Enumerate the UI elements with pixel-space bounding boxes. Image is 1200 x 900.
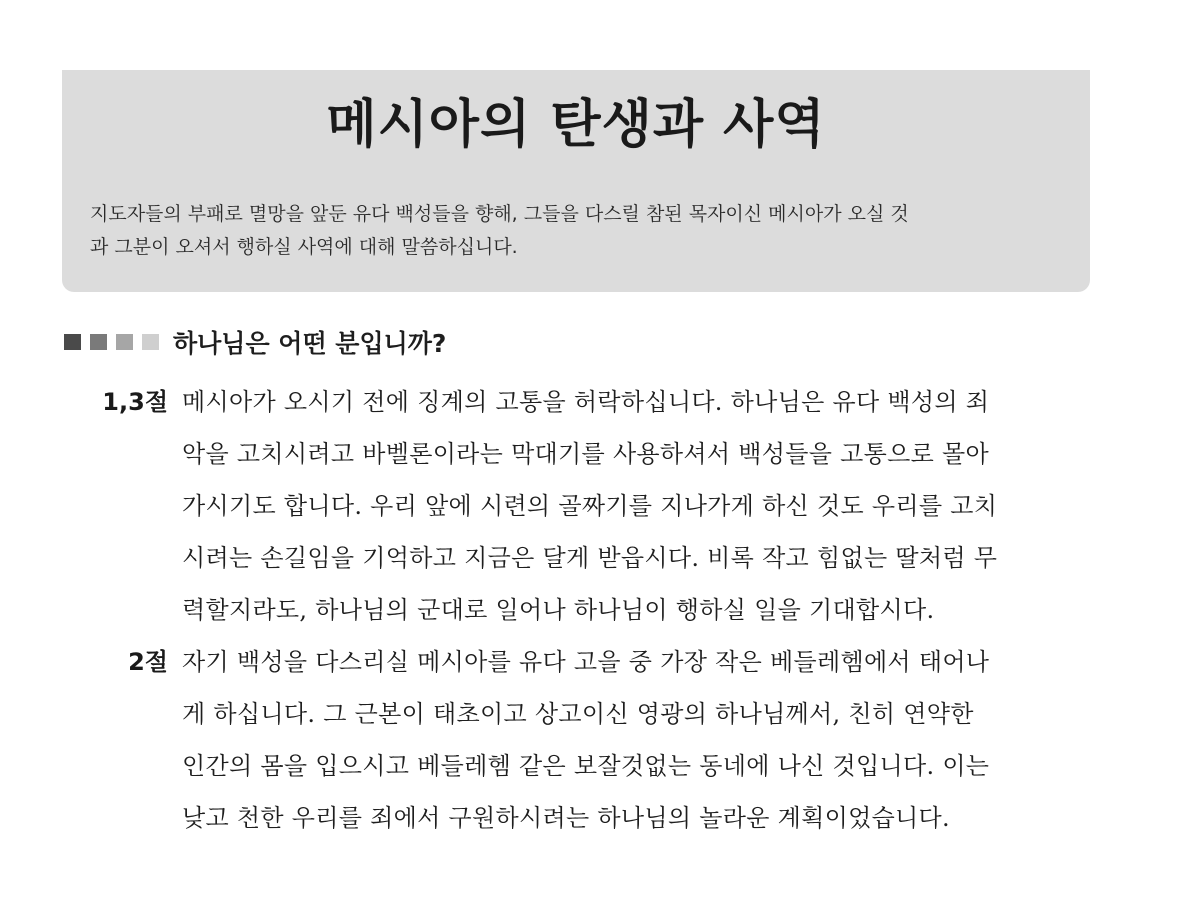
verse-line: 가시기도 합니다. 우리 앞에 시련의 골짜기를 지나가게 하신 것도 우리를 고치 [182, 492, 998, 520]
section-title: 하나님은 어떤 분입니까? [173, 329, 447, 358]
verse-line: 낮고 천한 우리를 죄에서 구원하시려는 하나님의 놀라운 계획이었습니다. [182, 804, 950, 832]
verse-label: 2절 [128, 648, 168, 676]
chapter-header-box [62, 70, 1090, 292]
verse-line: 악을 고치시려고 바벨론이라는 막대기를 사용하셔서 백성들을 고통으로 몰아 [182, 440, 989, 468]
square-bullet-icon [90, 334, 107, 350]
chapter-summary: 지도자들의 부패로 멸망을 앞둔 유다 백성들을 향해, 그들을 다스릴 참된 목자이신 메시아가 오실 것 과 그분이 오셔서 행하실 사역에 대해 말씀하십니다. [90, 203, 909, 258]
verse-line: 력할지라도, 하나님의 군대로 일어나 하나님이 행하실 일을 기대합시다. [182, 596, 935, 624]
section-bullets [64, 334, 159, 350]
verse-block [80, 636, 1090, 844]
verse-text [182, 376, 1090, 636]
square-bullet-icon [116, 334, 133, 350]
verse-line: 자기 백성을 다스리실 메시아를 유다 고을 중 가장 작은 베들레헴에서 태어나 [182, 648, 990, 676]
verse-block [80, 376, 1090, 636]
square-bullet-icon [142, 334, 159, 350]
square-bullet-icon [64, 334, 81, 350]
verse-line: 시려는 손길임을 기억하고 지금은 달게 받읍시다. 비록 작고 힘없는 딸처럼 무 [182, 544, 998, 572]
verse-line: 게 하십니다. 그 근본이 태초이고 상고이신 영광의 하나님께서, 친히 연약한 [182, 700, 974, 728]
verse-line: 인간의 몸을 입으시고 베들레헴 같은 보잘것없는 동네에 나신 것입니다. 이는 [182, 752, 990, 780]
verse-label: 1,3절 [102, 388, 168, 416]
verse-line: 메시아가 오시기 전에 징계의 고통을 허락하십니다. 하나님은 유다 백성의 죄 [182, 388, 990, 416]
verse-text [182, 636, 1090, 844]
chapter-title: 메시아의 탄생과 사역 [326, 94, 826, 155]
section-heading [64, 322, 446, 362]
